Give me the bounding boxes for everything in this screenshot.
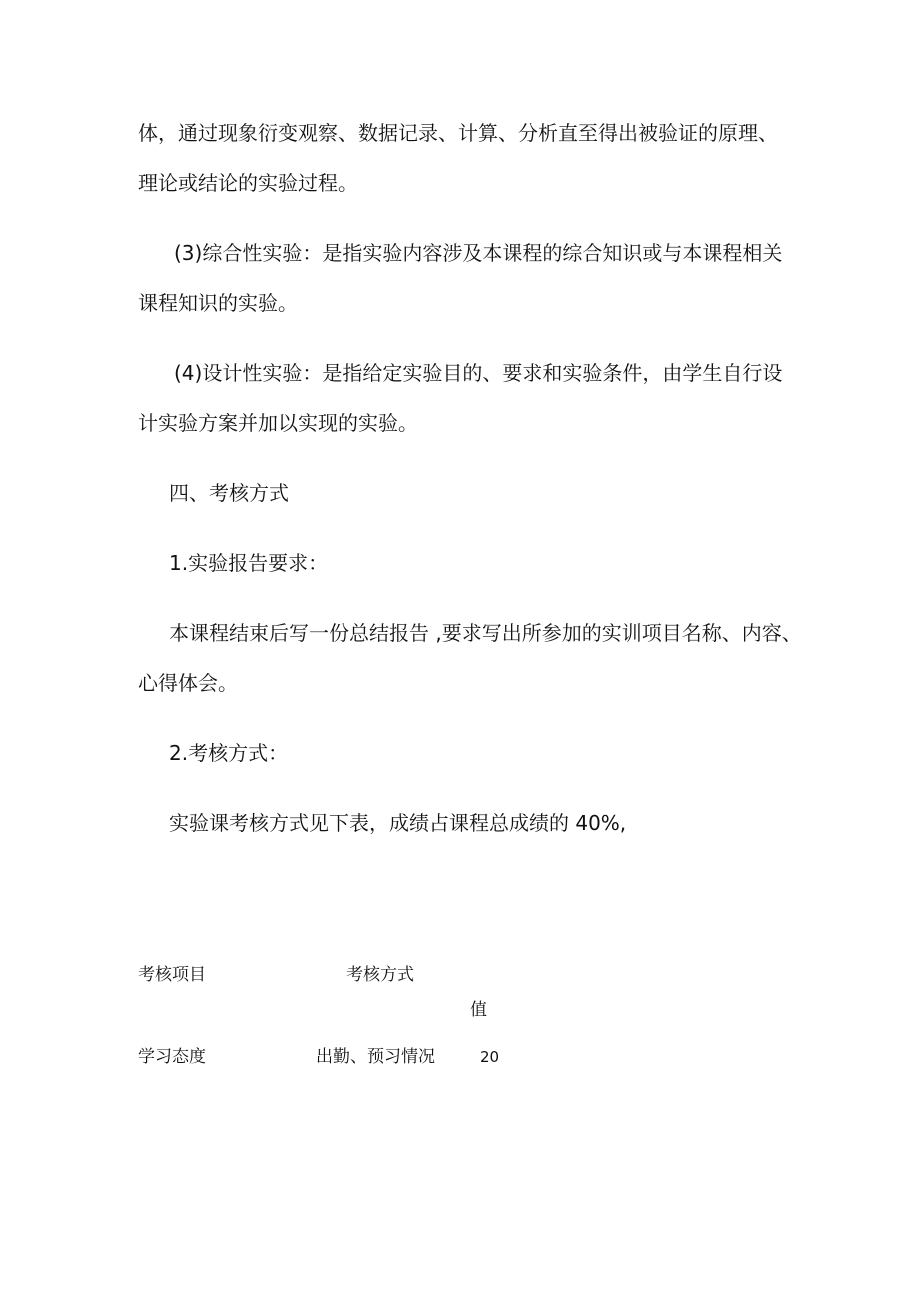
section-heading: 四、考核方式 xyxy=(169,481,289,505)
table-row-item: 学习态度 xyxy=(138,1047,206,1067)
paragraph-4-line-2: 心得体会。 xyxy=(138,671,238,695)
paragraph-5: 实验课考核方式见下表，成绩占课程总成绩的 40%, xyxy=(169,811,627,835)
paragraph-1-line-1: 体，通过现象衍变观察、数据记录、计算、分析直至得出被验证的原理、 xyxy=(138,121,778,145)
paragraph-3-line-2: 计实验方案并加以实现的实验。 xyxy=(138,411,418,435)
subheading-report-requirements: 1.实验报告要求： xyxy=(169,551,329,575)
paragraph-3-line-1: (4)设计性实验：是指给定实验目的、要求和实验条件，由学生自行设 xyxy=(174,361,783,385)
paragraph-2-line-2: 课程知识的实验。 xyxy=(138,291,298,315)
table-header-method: 考核方式 xyxy=(346,965,414,985)
table-row-method: 出勤、预习情况 xyxy=(316,1047,435,1067)
paragraph-4-line-1: 本课程结束后写一份总结报告 ,要求写出所参加的实训项目名称、内容、 xyxy=(169,621,802,645)
paragraph-1-line-2: 理论或结论的实验过程。 xyxy=(138,171,358,195)
paragraph-2-line-1: (3)综合性实验：是指实验内容涉及本课程的综合知识或与本课程相关 xyxy=(174,241,783,265)
table-header-item: 考核项目 xyxy=(138,965,206,985)
table-header-value: 值 xyxy=(470,1000,487,1020)
subheading-assessment-method: 2.考核方式： xyxy=(169,741,289,765)
table-row-value: 20 xyxy=(480,1048,500,1066)
